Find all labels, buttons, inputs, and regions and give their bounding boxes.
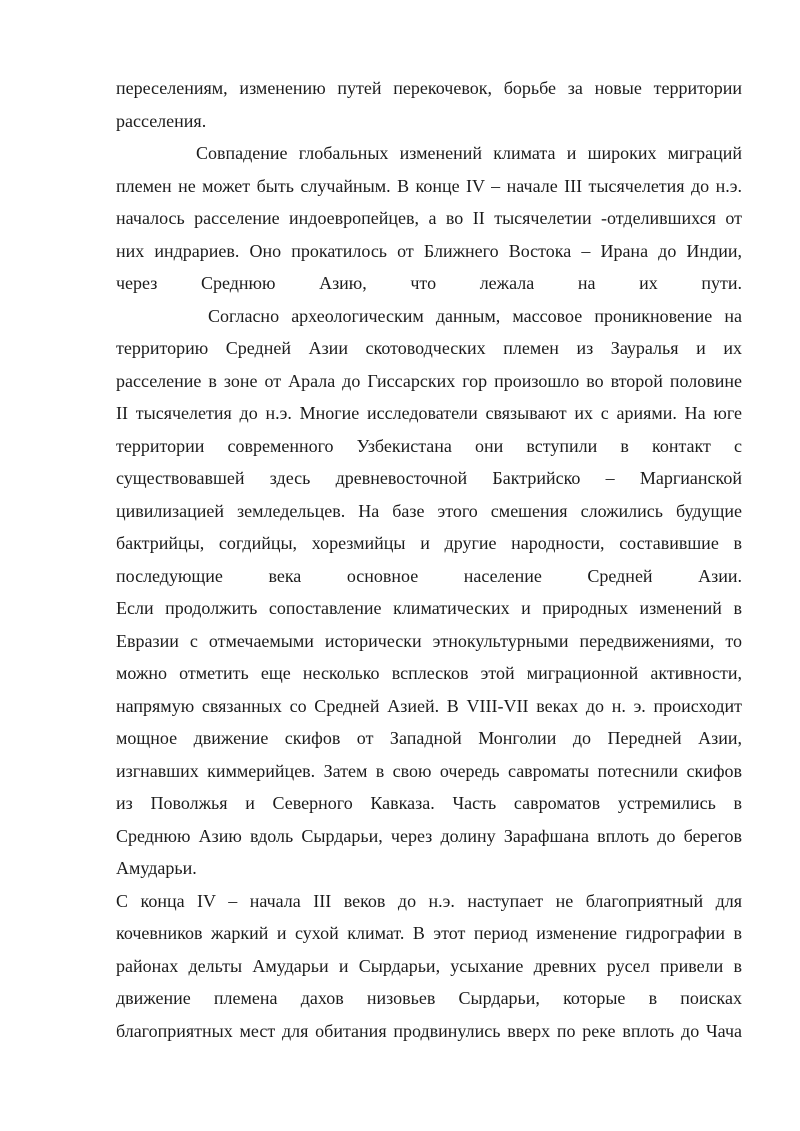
text-line: из Поволжья и Северного Кавказа. Часть савроматов устремились в xyxy=(116,793,742,813)
text-line: началось расселение индоевропейцев, а во II тысячелетии -отделившихся от xyxy=(116,208,742,228)
text-line: изгнавших киммерийцев. Затем в свою очередь савроматы потеснили скифов xyxy=(116,760,742,781)
text-line: благоприятных мест для обитания продвинулись вверх по реке вплоть до Чача xyxy=(116,1020,742,1041)
text-line: цивилизацией земледельцев. На базе этого смешения сложились будущие xyxy=(116,500,742,521)
text-line: напрямую связанных со Средней Азией. В VIII-VII веках до н. э. происходит xyxy=(116,695,742,716)
text-line: бактрийцы, согдийцы, хорезмийцы и другие народности, составившие в xyxy=(116,533,742,553)
text-line: Среднюю Азию вдоль Сырдарьи, через долину Зарафшана вплоть до берегов xyxy=(116,825,742,846)
document-body xyxy=(116,72,742,1047)
text-line: движение племена дахов низовьев Сырдарьи, которые в поисках xyxy=(116,988,742,1008)
text-line: существовавшей здесь древневосточной Бактрийско – Маргианской xyxy=(116,468,742,488)
text-line: переселениям, изменению путей перекочевок, борьбе за новые территории xyxy=(116,78,742,98)
text-line: Если продолжить сопоставление климатических и природных изменений в xyxy=(116,598,742,618)
text-line: территории современного Узбекистана они вступили в контакт с xyxy=(116,435,742,456)
text-line: Согласно археологическим данным, массовое проникновение на xyxy=(208,305,742,326)
text-line: них индрариев. Оно прокатилось от Ближнего Востока – Ирана до Индии, xyxy=(116,240,742,261)
text-line: районах дельты Амударьи и Сырдарьи, усыхание древних русел привели в xyxy=(116,955,742,976)
text-line: мощное движение скифов от Западной Монголии до Передней Азии, xyxy=(116,728,742,748)
text-line: II тысячелетия до н.э. Многие исследователи связывают их с ариями. На юге xyxy=(116,403,742,423)
text-line: расселения. xyxy=(116,110,207,131)
text-line: Совпадение глобальных изменений климата и широких миграций xyxy=(196,143,742,163)
text-line: Амударьи. xyxy=(116,858,197,878)
text-line: С конца IV – начала III веков до н.э. наступает не благоприятный для xyxy=(116,890,742,911)
text-line: территорию Средней Азии скотоводческих племен из Зауралья и их xyxy=(116,338,742,358)
text-line: расселение в зоне от Арала до Гиссарских гор произошло во второй половине xyxy=(116,370,742,391)
text-line: через Среднюю Азию, что лежала на их пути. xyxy=(116,273,742,293)
text-line: кочевников жаркий и сухой климат. В этот период изменение гидрографии в xyxy=(116,923,742,943)
text-line: племен не может быть случайным. В конце IV – начале III тысячелетия до н.э. xyxy=(116,175,742,196)
text-line: можно отметить еще несколько всплесков этой миграционной активности, xyxy=(116,663,742,683)
text-line: Евразии с отмечаемыми исторически этнокультурными передвижениями, то xyxy=(116,630,742,651)
text-line: последующие века основное население Средней Азии. xyxy=(116,565,742,586)
